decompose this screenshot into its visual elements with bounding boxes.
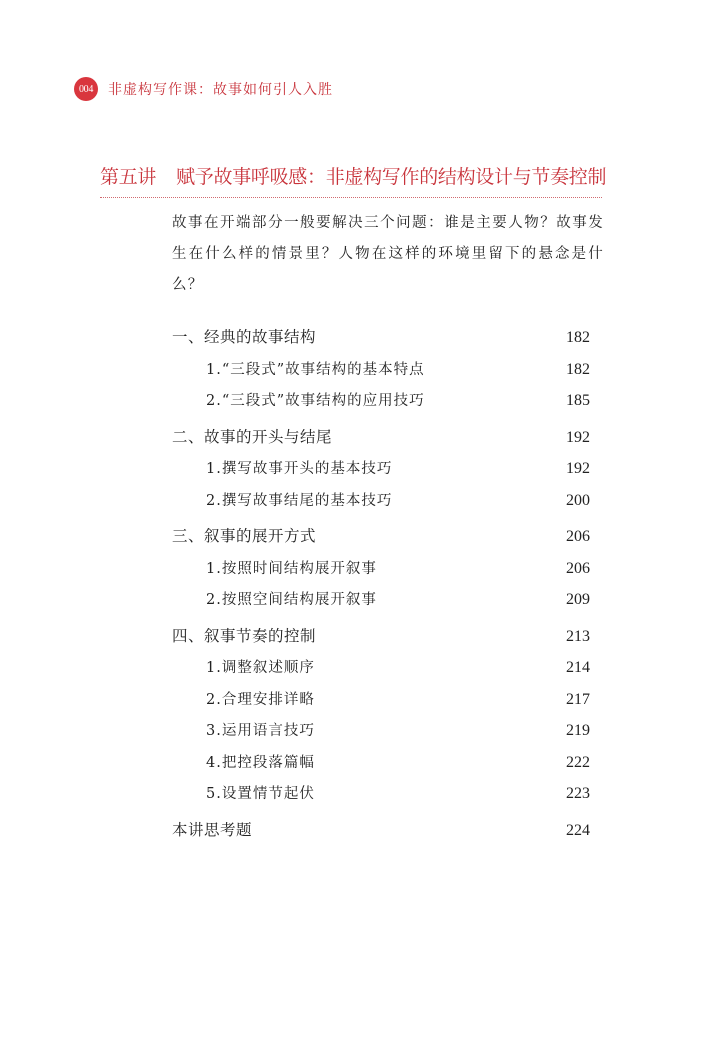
toc-subentry-page: 219 (566, 722, 590, 739)
toc-subentry-title: 1.“三段式”故事结构的基本特点 (206, 361, 425, 378)
toc-subentry[interactable] (172, 584, 590, 616)
toc-entry-page: 224 (566, 821, 590, 839)
toc-entry-title: 三、叙事的展开方式 (172, 527, 317, 545)
toc-entry[interactable] (172, 621, 590, 653)
toc-subentry-page: 209 (566, 591, 590, 608)
toc-subentry[interactable] (172, 778, 590, 810)
chapter-heading (100, 162, 607, 198)
toc-subentry[interactable] (172, 385, 590, 417)
toc-entry[interactable] (172, 521, 590, 553)
toc-subentry-title: 4.把控段落篇幅 (206, 754, 315, 771)
toc-subentry[interactable] (172, 652, 590, 684)
toc-entry-title: 本讲思考题 (172, 820, 253, 839)
toc-subentry-page: 217 (566, 690, 590, 708)
toc-subentry-page: 223 (566, 785, 590, 802)
toc-subentry[interactable] (172, 453, 590, 485)
toc-subentry-title: 1.调整叙述顺序 (206, 660, 315, 676)
page-number-badge: 004 (74, 77, 98, 101)
chapter-title: 赋予故事呼吸感：非虚构写作的结构设计与节奏控制 (176, 166, 607, 188)
toc-entry-page: 192 (566, 428, 590, 446)
running-header (74, 77, 333, 101)
chapter-label: 第五讲 (100, 166, 157, 188)
toc-subentry-title: 2.撰写故事结尾的基本技巧 (206, 492, 393, 509)
toc-entry-title: 二、故事的开头与结尾 (172, 427, 333, 446)
toc-subentry-title: 5.设置情节起伏 (206, 786, 315, 802)
table-of-contents (172, 322, 590, 851)
book-title: 非虚构写作课：故事如何引人入胜 (108, 82, 333, 98)
toc-entry[interactable] (172, 815, 590, 847)
toc-subentry-page: 214 (566, 659, 590, 676)
toc-subentry[interactable] (172, 715, 590, 747)
toc-subentry-page: 192 (566, 460, 590, 477)
toc-subentry-page: 206 (566, 559, 590, 577)
toc-subentry-title: 2.“三段式”故事结构的应用技巧 (206, 393, 425, 409)
toc-entry-title: 一、经典的故事结构 (172, 328, 317, 346)
toc-subentry-title: 2.按照空间结构展开叙事 (206, 592, 377, 608)
chapter-intro: 故事在开端部分一般要解决三个问题：谁是主要人物？故事发生在什么样的情景里？人物在这样的环境里留下的悬念是什么？ (172, 215, 604, 293)
toc-subentry-title: 1.按照时间结构展开叙事 (206, 560, 377, 577)
toc-section (172, 422, 590, 517)
toc-subentry-title: 2.合理安排详略 (206, 691, 315, 708)
toc-subentry-title: 1.撰写故事开头的基本技巧 (206, 461, 393, 477)
toc-section (172, 322, 590, 417)
toc-section (172, 815, 590, 847)
toc-subentry[interactable] (172, 485, 590, 517)
toc-entry-title: 四、叙事节奏的控制 (172, 626, 317, 645)
toc-section (172, 521, 590, 616)
toc-subentry[interactable] (172, 354, 590, 386)
toc-section (172, 621, 590, 810)
toc-entry-page: 213 (566, 627, 590, 645)
toc-entry[interactable] (172, 422, 590, 454)
toc-subentry-page: 222 (566, 753, 590, 771)
toc-subentry[interactable] (172, 553, 590, 585)
toc-subentry-page: 200 (566, 491, 590, 509)
toc-subentry[interactable] (172, 684, 590, 716)
toc-entry-page: 182 (566, 329, 590, 346)
toc-subentry-page: 185 (566, 392, 590, 409)
toc-entry[interactable] (172, 322, 590, 354)
toc-subentry-title: 3.运用语言技巧 (206, 723, 315, 739)
toc-subentry-page: 182 (566, 360, 590, 378)
toc-subentry[interactable] (172, 747, 590, 779)
toc-entry-page: 206 (566, 528, 590, 545)
